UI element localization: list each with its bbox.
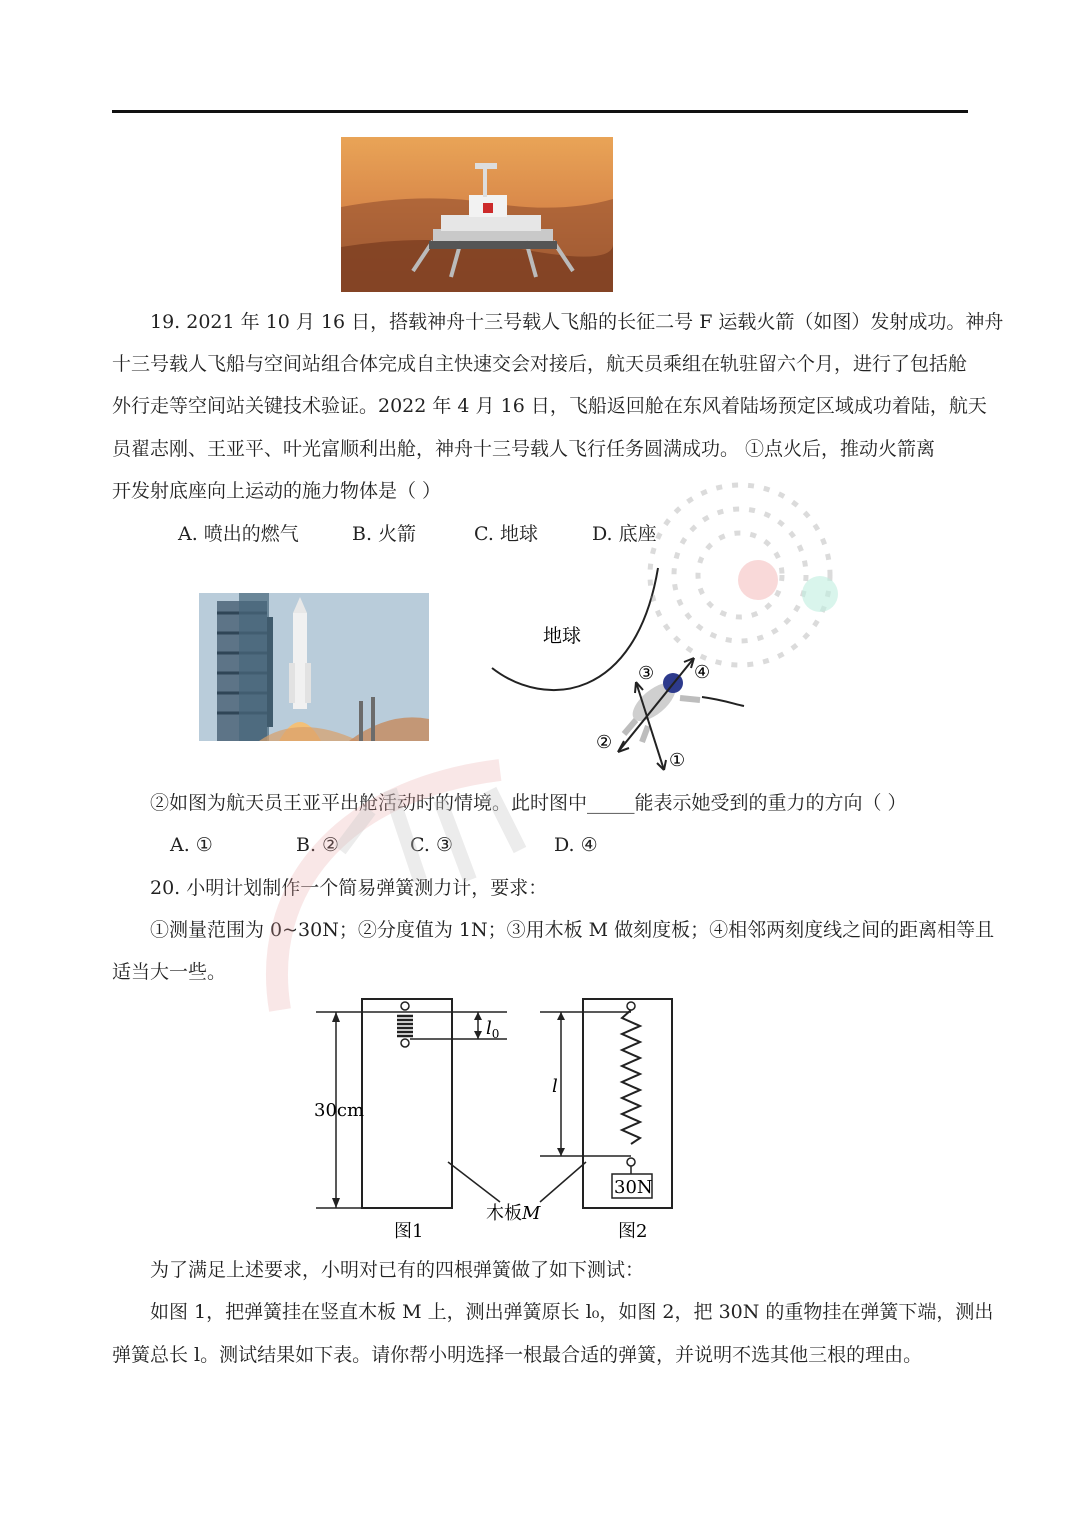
rocket-launch-photo — [199, 593, 429, 741]
q20-text-line-6: 弹簧总长 l。测试结果如下表。请你帮小明选择一根最合适的弹簧，并说明不选其他三根的理由。 — [112, 1344, 923, 1366]
q19-text-line-3: 外行走等空间站关键技术验证。2022 年 4 月 16 日，飞船返回舱在东风着陆场预定区域成功着陆，航天 — [112, 395, 987, 417]
q20-text-line-2: ①测量范围为 0~30N；②分度值为 1N；③用木板 M 做刻度板；④相邻两刻度线之间的距离相等且 — [150, 919, 995, 941]
q19-sub2-option-b: B. ② — [296, 834, 340, 856]
fig1-caption: 图1 — [394, 1221, 424, 1242]
l-label: l — [552, 1076, 558, 1097]
q19-option-b: B. 火箭 — [352, 523, 417, 545]
direction-1-label: ① — [669, 750, 686, 771]
q20-text-line-1: 20. 小明计划制作一个简易弹簧测力计，要求： — [150, 877, 548, 899]
direction-3-label: ③ — [638, 663, 655, 684]
header-rule — [112, 110, 968, 113]
q19-sub2-option-c: C. ③ — [410, 834, 453, 856]
q19-sub2-option-d: D. ④ — [554, 834, 598, 856]
q19-sub2-option-a: A. ① — [170, 834, 213, 856]
q19-text-line-1: 19. 2021 年 10 月 16 日，搭载神舟十三号载人飞船的长征二号 F 运载火箭（如图）发射成功。神舟 — [150, 311, 1004, 333]
spring-figure — [300, 992, 690, 1244]
direction-2-label: ② — [596, 732, 613, 753]
q19-option-c: C. 地球 — [474, 523, 538, 545]
board-m-label: 木板M — [486, 1203, 541, 1224]
direction-4-label: ④ — [694, 662, 711, 683]
q19-text-line-2: 十三号载人飞船与空间站组合体完成自主快速交会对接后，航天员乘组在轨驻留六个月，进行了包括舱 — [112, 353, 968, 375]
q20-text-line-4: 为了满足上述要求，小明对已有的四根弹簧做了如下测试： — [150, 1259, 645, 1281]
q20-text-line-5: 如图 1，把弹簧挂在竖直木板 M 上，测出弹簧原长 l₀，如图 2，把 30N 的重物挂在弹簧下端，测出 — [150, 1301, 994, 1323]
q19-text-line-5: 开发射底座向上运动的施力物体是（ ） — [112, 480, 442, 502]
weight-30n-label: 30N — [614, 1177, 653, 1198]
astronaut-diagram — [486, 560, 748, 775]
q19-text-line-4: 员翟志刚、王亚平、叶光富顺利出舱，神舟十三号载人飞行任务圆满成功。 ①点火后，推动火箭离 — [112, 438, 936, 460]
q19-sub2-text: ②如图为航天员王亚平出舱活动时的情境。此时图中_____能表示她受到的重力的方向（ ） — [150, 792, 907, 814]
fig2-caption: 图2 — [618, 1221, 648, 1242]
q19-option-a: A. 喷出的燃气 — [178, 523, 299, 545]
length-30cm-label: 30cm — [314, 1100, 365, 1121]
earth-label: 地球 — [543, 625, 582, 647]
q19-option-d: D. 底座 — [592, 523, 657, 545]
l0-label: $l_0$ — [486, 1018, 500, 1041]
mars-lander-photo — [341, 137, 613, 292]
q20-text-line-3: 适当大一些。 — [112, 961, 227, 983]
